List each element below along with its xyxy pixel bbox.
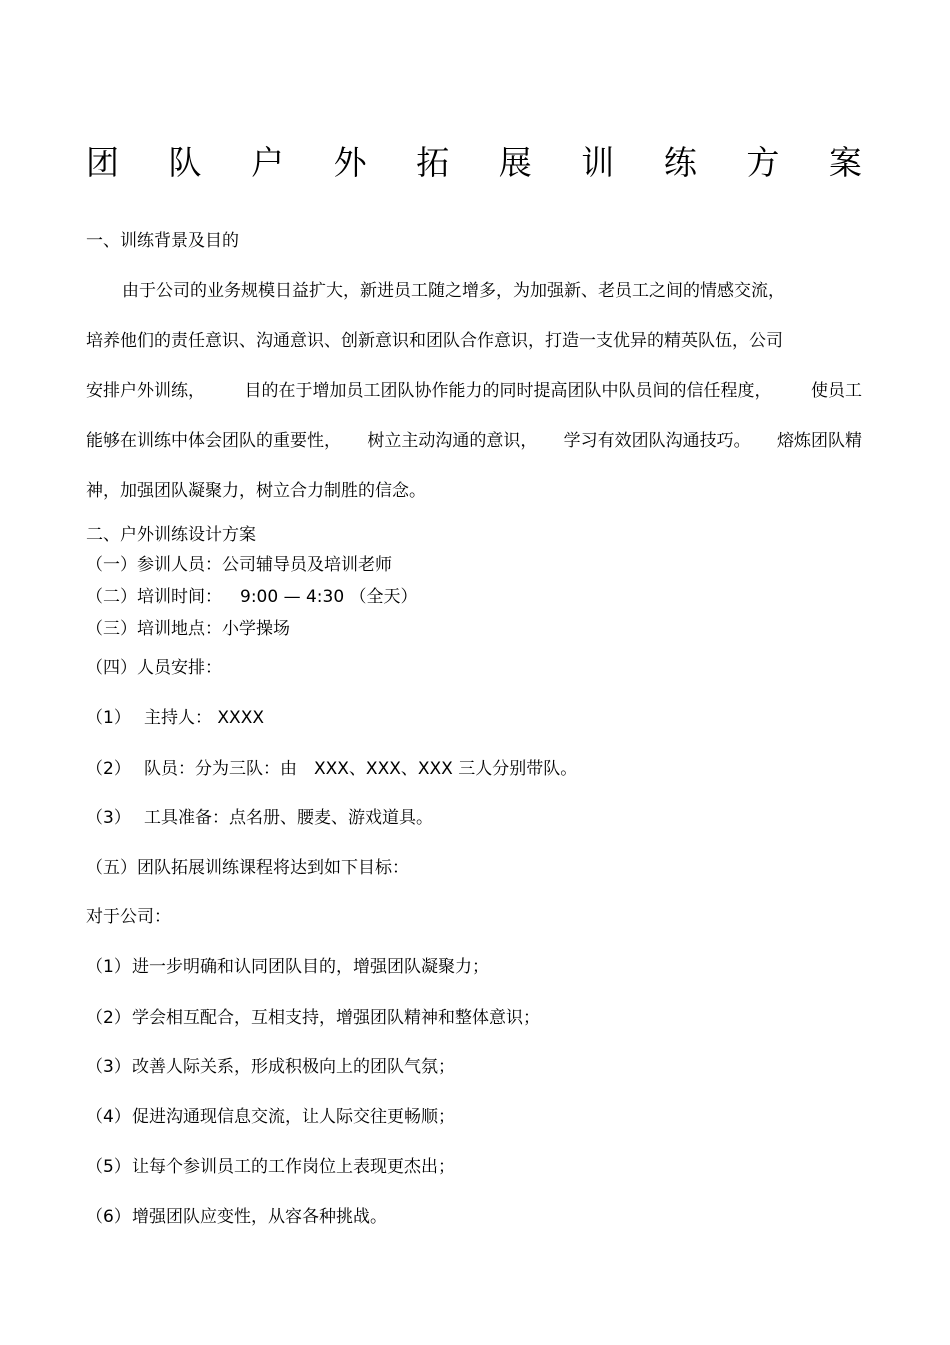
goal-number: （5） [86, 1157, 131, 1177]
paragraph-line [86, 380, 862, 402]
staff-item-number: （2） [86, 759, 131, 779]
goal-number: （1） [86, 957, 131, 977]
paragraph-line: 培养他们的责任意识、沟通意识、创新意识和团队合作意识，打造一支优异的精英队伍，公司 [86, 331, 783, 351]
staff-item [86, 807, 433, 829]
title-char: 拓 [416, 143, 450, 182]
paragraph-segment: 树立主动沟通的意识， [367, 431, 538, 451]
paragraph-segment: 目的在于增加员工团队协作能力的同时提高团队中队员间的信任程度， [244, 381, 772, 401]
goal-text: 促进沟通现信息交流，让人际交往更畅顺； [132, 1107, 455, 1127]
title-char: 方 [746, 143, 780, 182]
paragraph-line [86, 430, 862, 452]
paragraph-segment: 学习有效团队沟通技巧。 [563, 431, 751, 451]
goals-heading: （五）团队拓展训练课程将达到如下目标： [86, 858, 409, 878]
goal-item [86, 1007, 540, 1029]
goal-text: 让每个参训员工的工作岗位上表现更杰出； [132, 1157, 455, 1177]
goal-text: 进一步明确和认同团队目的，增强团队凝聚力； [132, 957, 489, 977]
goal-item [86, 1206, 387, 1228]
goal-item [86, 1056, 455, 1078]
paragraph-segment: 熔炼团队精 [776, 431, 862, 451]
document-title [86, 141, 862, 185]
paragraph-segment: 能够在训练中体会团队的重要性， [86, 431, 341, 451]
title-char: 展 [498, 143, 532, 182]
participants-line: （一）参训人员：公司辅导员及培训老师 [86, 555, 392, 575]
staff-item-number: （1） [86, 708, 131, 728]
staff-item-text: 主持人： XXXX [144, 708, 264, 728]
goal-text: 改善人际关系，形成积极向上的团队气氛； [132, 1057, 455, 1077]
time-value: 9:00 — 4:30 （全天） [240, 587, 418, 607]
title-char: 训 [581, 143, 615, 182]
goal-item [86, 1106, 455, 1128]
paragraph-segment: 安排户外训练， [86, 381, 205, 401]
title-char: 外 [333, 143, 367, 182]
staff-item [86, 758, 577, 780]
goal-item [86, 1156, 455, 1178]
goal-item [86, 956, 489, 978]
goal-number: （4） [86, 1107, 131, 1127]
staff-item [86, 707, 264, 729]
title-char: 案 [828, 143, 862, 182]
goal-number: （2） [86, 1008, 131, 1028]
time-label: （二）培训时间： [86, 587, 222, 607]
title-char: 队 [168, 143, 202, 182]
goal-text: 增强团队应变性，从容各种挑战。 [132, 1207, 387, 1227]
section1-heading: 一、训练背景及目的 [86, 231, 239, 251]
staffing-heading: （四）人员安排： [86, 658, 222, 678]
title-char: 户 [251, 143, 285, 182]
title-char: 练 [663, 143, 697, 182]
paragraph-line: 由于公司的业务规模日益扩大，新进员工随之增多，为加强新、老员工之间的情感交流， [122, 281, 785, 301]
staff-item-text: 队员：分为三队：由 XXX、XXX、XXX 三人分别带队。 [144, 759, 578, 779]
time-line [86, 586, 418, 608]
section2-heading: 二、户外训练设计方案 [86, 525, 256, 545]
paragraph-segment: 使员工 [811, 381, 862, 401]
staff-item-text: 工具准备：点名册、腰麦、游戏道具。 [144, 808, 433, 828]
paragraph-line: 神，加强团队凝聚力，树立合力制胜的信念。 [86, 481, 426, 501]
title-char: 团 [86, 143, 119, 182]
goal-number: （6） [86, 1207, 131, 1227]
staff-item-number: （3） [86, 808, 131, 828]
for-company-label: 对于公司： [86, 907, 171, 927]
goal-text: 学会相互配合，互相支持，增强团队精神和整体意识； [132, 1008, 540, 1028]
goal-number: （3） [86, 1057, 131, 1077]
location-line: （三）培训地点：小学操场 [86, 619, 290, 639]
